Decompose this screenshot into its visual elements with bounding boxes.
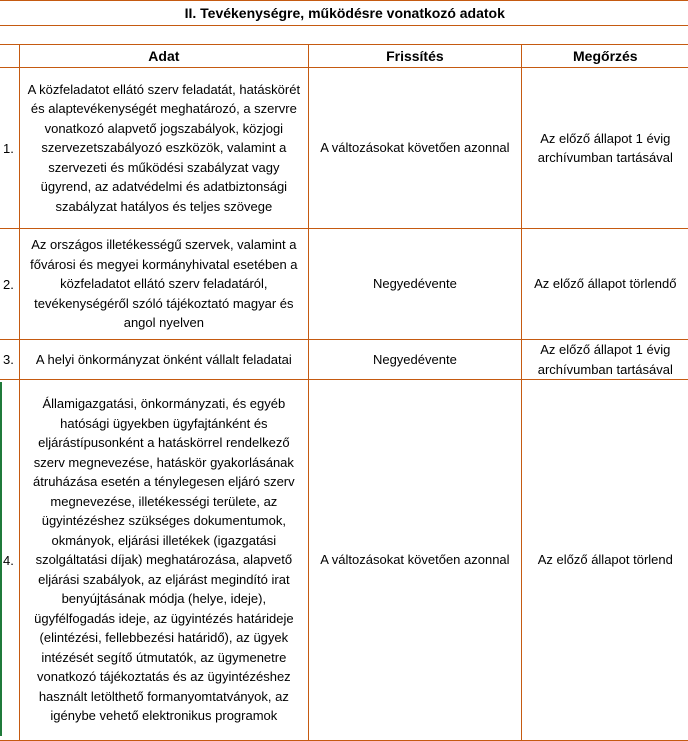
header-row: [0, 45, 688, 68]
spacer-row: [0, 26, 688, 45]
table-row: [0, 68, 688, 229]
table-title: II. Tevékenységre, működésre vonatkozó adatok: [0, 1, 688, 26]
row-number: 1.: [0, 68, 19, 229]
row-frissites: A változásokat követően azonnal: [309, 380, 521, 741]
title-row: [0, 1, 688, 26]
header-adat: Adat: [19, 45, 309, 68]
row-adat: Államigazgatási, önkormányzati, és egyéb hatósági ügyekben ügyfajtánként és eljárástípusonként a hatáskörrel rendelkező szerv megnevezése, hatáskör gyakorlásának átruházása esetén a ténylegesen eljáró szerv megnevezése, illetékességi területe, az ügyintézéshez szükséges dokumentumok, okmányok, eljárási illetékek (igazgatási szolgáltatási díjak) meghatározása, alapvető eljárási szabályok, az eljárást megindító irat benyújtásának módja (helye, ideje), ügyfélfogadás ideje, az ügyintézés határideje (elintézési, fellebbezési határidő), az ügyek intézését segítő útmutatók, az ügymenetre vonatkozó tájékoztatás és az ügyintézéshez használt letölthető formanyomtatványok, az igénybe vehető elektronikus programok: [19, 380, 309, 741]
row-adat: Az országos illetékességű szervek, valamint a fővárosi és megyei kormányhivatal esetében a közfeladatot ellátó szerv feladatáról, tevékenységéről szóló tájékoztató magyar és angol nyelven: [19, 229, 309, 340]
row-megorzes: Az előző állapot törlendő: [521, 229, 688, 340]
row-megorzes: Az előző állapot törlend: [521, 380, 688, 741]
spacer-cell: [0, 26, 688, 45]
row-number: 3.: [0, 340, 19, 380]
header-num: [0, 45, 19, 68]
row-number: 4.: [0, 380, 19, 741]
table-row: [0, 340, 688, 380]
table-row: [0, 229, 688, 340]
header-frissites: Frissítés: [309, 45, 521, 68]
table-row: [0, 380, 688, 741]
row-frissites: Negyedévente: [309, 229, 521, 340]
row-number: 2.: [0, 229, 19, 340]
row-frissites: Negyedévente: [309, 340, 521, 380]
selection-indicator: [0, 382, 2, 736]
row-megorzes: Az előző állapot 1 évig archívumban tartásával: [521, 68, 688, 229]
header-megorzes: Megőrzés: [521, 45, 688, 68]
row-adat: A helyi önkormányzat önként vállalt feladatai: [19, 340, 309, 380]
row-megorzes: Az előző állapot 1 évig archívumban tartásával: [521, 340, 688, 380]
row-frissites: A változásokat követően azonnal: [309, 68, 521, 229]
row-adat: A közfeladatot ellátó szerv feladatát, hatáskörét és alaptevékenységét meghatározó, a szervre vonatkozó alapvető jogszabályok, közjogi szervezetszabályozó eszközök, valamint a szervezeti és működési szabályzat vagy ügyrend, az adatvédelmi és adatbiztonsági szabályzat hatályos és teljes szövege: [19, 68, 309, 229]
